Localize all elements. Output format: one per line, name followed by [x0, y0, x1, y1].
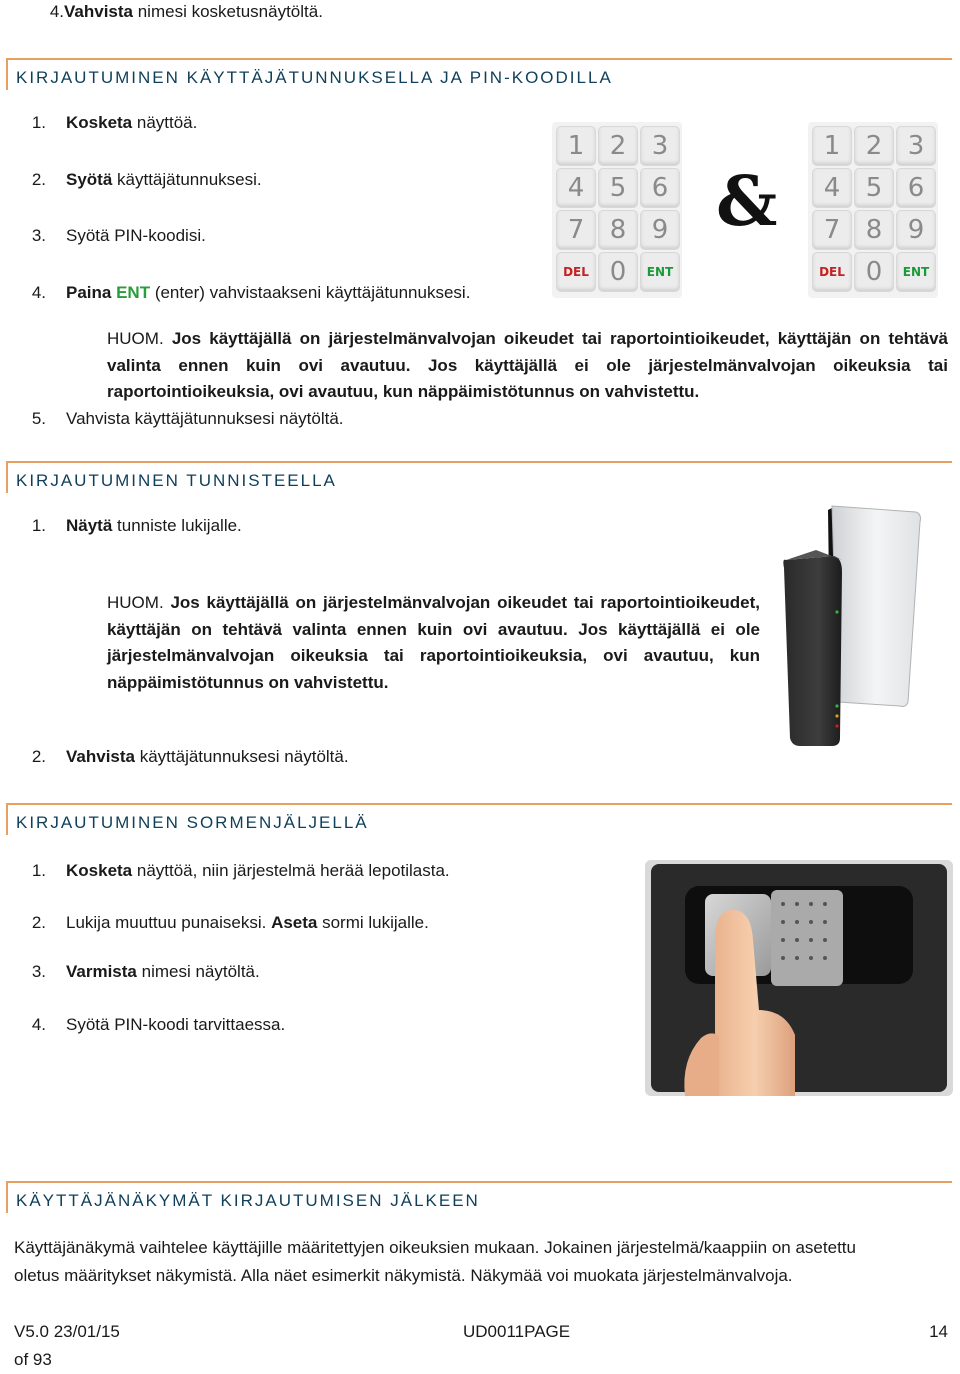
- keypad-key-2: 2: [598, 126, 638, 166]
- section-heading-pin: [6, 58, 952, 90]
- keypad-key-4: 4: [556, 168, 596, 208]
- keypad-key-del: DEL: [812, 252, 852, 292]
- tag-step-2: [20, 747, 349, 767]
- step-number: 1.: [31, 861, 46, 880]
- note-text: Jos käyttäjällä on järjestelmänvalvojan oikeudet tai raportointioikeudet, käyttäjän on tehtävä valinta ennen kuin ovi avautuu. Jos käyttäjällä ei ole järjestelmänvalvojan oikeuksia tai raportointioikeuksia, ovi avautuu, kun näppäimistötunnus on vahvistettu.: [107, 329, 948, 401]
- footer-doc-id: UD0011PAGE: [463, 1322, 571, 1341]
- section-heading-tag: [6, 461, 952, 493]
- heading-text: KÄYTTÄJÄNÄKYMÄT KIRJAUTUMISEN JÄLKEEN: [16, 1191, 480, 1210]
- step-pre: Lukija muuttuu punaiseksi.: [66, 913, 272, 932]
- heading-text: KIRJAUTUMINEN SORMENJÄLJELLÄ: [16, 813, 369, 832]
- keypad-key-7: 7: [556, 210, 596, 250]
- pin-step-4: [20, 283, 470, 303]
- fp-step-1: [20, 861, 450, 881]
- footer-page-number: 14: [929, 1322, 948, 1341]
- fp-step-4: [20, 1015, 285, 1035]
- note-prefix: HUOM.: [107, 593, 164, 612]
- pin-step-2: [20, 170, 262, 190]
- step-number: 2.: [31, 170, 46, 189]
- step-text: käyttäjätunnuksesi näytöltä.: [135, 747, 349, 766]
- keypad-key-1: 1: [556, 126, 596, 166]
- keypad-key-0: 0: [598, 252, 638, 292]
- step-bold: Vahvista: [66, 747, 135, 766]
- pin-step-5: [20, 409, 344, 429]
- step-text: näyttöä.: [132, 113, 198, 132]
- keypad-image-right: [808, 122, 938, 298]
- keypad-key-9: 9: [896, 210, 936, 250]
- step-number: 4.: [31, 283, 46, 302]
- step-number: 4.: [49, 2, 64, 21]
- keypad-key-9: 9: [640, 210, 680, 250]
- keypad-key-4: 4: [812, 168, 852, 208]
- step-bold: Näytä: [66, 516, 113, 535]
- step-text: nimesi näytöltä.: [136, 962, 260, 981]
- keypad-key-8: 8: [854, 210, 894, 250]
- step-text: sormi lukijalle.: [317, 913, 429, 932]
- keypad-key-8: 8: [598, 210, 638, 250]
- views-paragraph-line-1: Käyttäjänäkymä vaihtelee käyttäjille määritettyjen oikeuksien mukaan. Jokainen järjestelmä/kaappiin on asetettu: [14, 1238, 856, 1257]
- keypad-key-2: 2: [854, 126, 894, 166]
- ampersand: &: [716, 162, 778, 242]
- step-text: Syötä PIN-koodi tarvittaessa.: [66, 1015, 286, 1034]
- step-bold: Syötä: [66, 170, 113, 189]
- keypad-key-6: 6: [640, 168, 680, 208]
- keypad-key-3: 3: [896, 126, 936, 166]
- heading-text: KIRJAUTUMINEN TUNNISTEELLA: [16, 471, 337, 490]
- pin-step-3: [20, 226, 206, 246]
- section-heading-views: [6, 1181, 952, 1213]
- keypad-key-del: DEL: [556, 252, 596, 292]
- keypad-key-ent: ENT: [640, 252, 680, 292]
- keypad-key-5: 5: [854, 168, 894, 208]
- footer-page-total: of 93: [14, 1350, 52, 1369]
- step-top: [20, 2, 323, 22]
- step-number: 1.: [31, 113, 46, 132]
- step-text: näyttöä, niin järjestelmä herää lepotilasta.: [132, 861, 450, 880]
- tag-note: [107, 590, 760, 696]
- step-bold: Aseta: [271, 913, 318, 932]
- step-bold: Varmista: [66, 962, 137, 981]
- step-number: 3.: [31, 962, 46, 981]
- heading-text: KIRJAUTUMINEN KÄYTTÄJÄTUNNUKSELLA JA PIN-KOODILLA: [16, 68, 613, 87]
- step-text: Vahvista käyttäjätunnuksesi näytöltä.: [66, 409, 344, 428]
- fingerprint-reader-image: [645, 860, 953, 1096]
- step-bold: Kosketa: [66, 113, 133, 132]
- fp-step-3: [20, 962, 260, 982]
- note-prefix: HUOM.: [107, 329, 164, 348]
- keypad-key-3: 3: [640, 126, 680, 166]
- step-number: 1.: [31, 516, 46, 535]
- pin-step-1: [20, 113, 197, 133]
- step-number: 3.: [31, 226, 46, 245]
- pin-note: [107, 326, 948, 406]
- keypad-key-5: 5: [598, 168, 638, 208]
- keypad-key-ent: ENT: [896, 252, 936, 292]
- keypad-key-7: 7: [812, 210, 852, 250]
- step-number: 2.: [31, 913, 46, 932]
- keypad-image-left: [552, 122, 682, 298]
- step-text: nimesi kosketusnäytöltä.: [133, 2, 323, 21]
- step-text: käyttäjätunnuksesi.: [112, 170, 262, 189]
- step-text: Syötä PIN-koodisi.: [66, 226, 206, 245]
- tag-step-1: [20, 516, 242, 536]
- keypad-key-0: 0: [854, 252, 894, 292]
- step-number: 5.: [31, 409, 46, 428]
- step-bold: Vahvista: [64, 2, 133, 21]
- step-number: 4.: [31, 1015, 46, 1034]
- step-text: (enter) vahvistaakseni käyttäjätunnuksesi.: [150, 283, 471, 302]
- keypad-key-6: 6: [896, 168, 936, 208]
- fp-step-2: [20, 913, 429, 933]
- step-bold: Kosketa: [66, 861, 133, 880]
- views-paragraph-line-2: oletus määritykset näkymistä. Alla näet esimerkit näkymistä. Näkymää voi muokata järjestelmänvalvoja.: [14, 1266, 793, 1285]
- footer-version: V5.0 23/01/15: [14, 1322, 120, 1341]
- step-text: tunniste lukijalle.: [112, 516, 242, 535]
- card-reader-image: [776, 502, 926, 748]
- step-number: 2.: [31, 747, 46, 766]
- step-bold: Paina: [66, 283, 112, 302]
- note-text: Jos käyttäjällä on järjestelmänvalvojan oikeudet tai raportointioikeudet, käyttäjän on tehtävä valinta ennen kuin ovi avautuu. Jos käyttäjällä ei ole järjestelmänvalvojan oikeuksia tai raportointioikeuksia, ovi avautuu, kun näppäimistötunnus on vahvistettu.: [107, 593, 760, 692]
- ent-key-label: ENT: [116, 283, 151, 302]
- section-heading-fingerprint: [6, 803, 952, 835]
- keypad-key-1: 1: [812, 126, 852, 166]
